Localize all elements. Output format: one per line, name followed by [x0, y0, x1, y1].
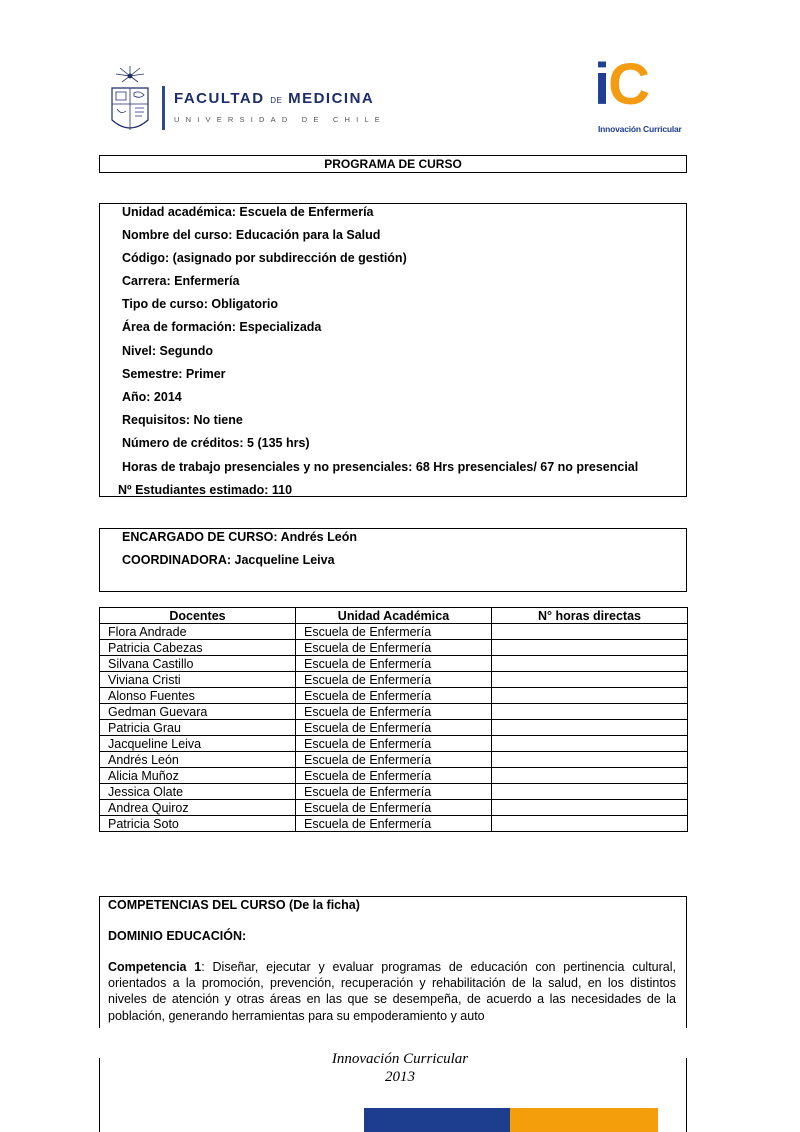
- faculty-name-part-1: FACULTAD: [174, 90, 265, 107]
- docente-name: Alicia Muñoz: [100, 768, 296, 784]
- docente-name: Patricia Grau: [100, 720, 296, 736]
- info-unidad: Unidad académica: Escuela de Enfermería: [122, 205, 374, 219]
- table-row: [100, 656, 688, 672]
- docente-unidad: Escuela de Enfermería: [296, 640, 492, 656]
- table-row: [100, 640, 688, 656]
- docente-name: Andrés León: [100, 752, 296, 768]
- docente-unidad: Escuela de Enfermería: [296, 768, 492, 784]
- competencias-box: [99, 896, 687, 1132]
- ic-logo-caption: Innovación Curricular: [598, 124, 682, 134]
- competencias-heading: COMPETENCIAS DEL CURSO (De la ficha): [108, 898, 360, 912]
- faculty-logo: [108, 66, 386, 138]
- docente-unidad: Escuela de Enfermería: [296, 800, 492, 816]
- info-codigo: Código: (asignado por subdirección de gestión): [122, 251, 407, 265]
- docente-unidad: Escuela de Enfermería: [296, 816, 492, 832]
- docentes-table: [99, 607, 688, 832]
- faculty-name-part-2: MEDICINA: [288, 90, 375, 107]
- info-area: Área de formación: Especializada: [122, 320, 322, 334]
- table-row: [100, 672, 688, 688]
- docente-horas: [492, 688, 688, 704]
- table-row: [100, 688, 688, 704]
- faculty-name: [174, 90, 374, 107]
- docente-horas: [492, 704, 688, 720]
- docente-horas: [492, 784, 688, 800]
- docente-unidad: Escuela de Enfermería: [296, 784, 492, 800]
- docente-unidad: Escuela de Enfermería: [296, 672, 492, 688]
- table-row: [100, 704, 688, 720]
- coordinadora-line: COORDINADORA: Jacqueline Leiva: [122, 553, 335, 567]
- table-row: [100, 720, 688, 736]
- info-nombre: Nombre del curso: Educación para la Salud: [122, 228, 381, 242]
- docente-unidad: Escuela de Enfermería: [296, 752, 492, 768]
- docente-unidad: Escuela de Enfermería: [296, 656, 492, 672]
- table-row: [100, 752, 688, 768]
- info-horas: Horas de trabajo presenciales y no presenciales: 68 Hrs presenciales/ 67 no presencial: [122, 460, 639, 474]
- competencia-1-paragraph: [108, 959, 676, 1024]
- footer-bar-blue: [364, 1108, 510, 1132]
- docente-horas: [492, 720, 688, 736]
- docente-horas: [492, 624, 688, 640]
- course-staff-box: [99, 528, 687, 592]
- info-estudiantes: Nº Estudiantes estimado: 110: [118, 483, 293, 497]
- encargado-line: ENCARGADO DE CURSO: Andrés León: [122, 530, 357, 544]
- footer-bar-orange: [510, 1108, 658, 1132]
- table-row: [100, 784, 688, 800]
- faculty-name-de: DE: [270, 96, 283, 105]
- table-row: [100, 800, 688, 816]
- docente-unidad: Escuela de Enfermería: [296, 736, 492, 752]
- docente-unidad: Escuela de Enfermería: [296, 720, 492, 736]
- table-row: [100, 624, 688, 640]
- dominio-heading: DOMINIO EDUCACIÓN:: [108, 929, 247, 943]
- info-requisitos: Requisitos: No tiene: [122, 413, 243, 427]
- docente-horas: [492, 752, 688, 768]
- header-docentes: Docentes: [100, 608, 296, 624]
- table-header-row: [100, 608, 688, 624]
- ic-logo-letters: [594, 52, 649, 117]
- docente-name: Flora Andrade: [100, 624, 296, 640]
- docente-name: Andrea Quiroz: [100, 800, 296, 816]
- docente-unidad: Escuela de Enfermería: [296, 624, 492, 640]
- docente-horas: [492, 768, 688, 784]
- page-title: PROGRAMA DE CURSO: [99, 155, 687, 173]
- docente-unidad: Escuela de Enfermería: [296, 704, 492, 720]
- docente-name: Patricia Soto: [100, 816, 296, 832]
- header-horas: N° horas directas: [492, 608, 688, 624]
- info-creditos: Número de créditos: 5 (135 hrs): [122, 436, 310, 450]
- footer-line-1: Innovación Curricular: [331, 1051, 469, 1067]
- university-crest-icon: [108, 66, 152, 136]
- docente-horas: [492, 672, 688, 688]
- table-row: [100, 768, 688, 784]
- course-info-box: [99, 203, 687, 497]
- docente-name: Viviana Cristi: [100, 672, 296, 688]
- info-carrera: Carrera: Enfermería: [122, 274, 240, 288]
- info-nivel: Nivel: Segundo: [122, 344, 213, 358]
- docente-horas: [492, 640, 688, 656]
- ic-letter-c: C: [608, 52, 649, 117]
- competencia-1-label: Competencia 1: [108, 960, 202, 974]
- docente-name: Silvana Castillo: [100, 656, 296, 672]
- docente-horas: [492, 816, 688, 832]
- header-unidad: Unidad Académica: [296, 608, 492, 624]
- docente-horas: [492, 736, 688, 752]
- docente-horas: [492, 800, 688, 816]
- docente-name: Jessica Olate: [100, 784, 296, 800]
- faculty-university: UNIVERSIDAD DE CHILE: [174, 115, 386, 124]
- table-row: [100, 816, 688, 832]
- info-semestre: Semestre: Primer: [122, 367, 226, 381]
- faculty-logo-divider: [162, 86, 165, 130]
- docente-name: Gedman Guevara: [100, 704, 296, 720]
- table-row: [100, 736, 688, 752]
- docente-name: Patricia Cabezas: [100, 640, 296, 656]
- docente-horas: [492, 656, 688, 672]
- info-tipo: Tipo de curso: Obligatorio: [122, 297, 279, 311]
- info-anio: Año: 2014: [122, 390, 182, 404]
- footer-line-2: 2013: [385, 1069, 415, 1085]
- docente-name: Jacqueline Leiva: [100, 736, 296, 752]
- docente-name: Alonso Fuentes: [100, 688, 296, 704]
- competencia-1-text: : Diseñar, ejecutar y evaluar programas de educación con pertinencia cultural, orientados a la promoción, prevención, recuperación y rehabilitación de la salud, en los distintos niveles de atención y otras áreas en las que se desempeña, de acuerdo a las necesidades de la población, generando herramientas para su empoderamiento y auto: [108, 960, 676, 1023]
- docente-unidad: Escuela de Enfermería: [296, 688, 492, 704]
- ic-letter-i: i: [594, 52, 609, 117]
- innovacion-curricular-logo: [590, 52, 686, 140]
